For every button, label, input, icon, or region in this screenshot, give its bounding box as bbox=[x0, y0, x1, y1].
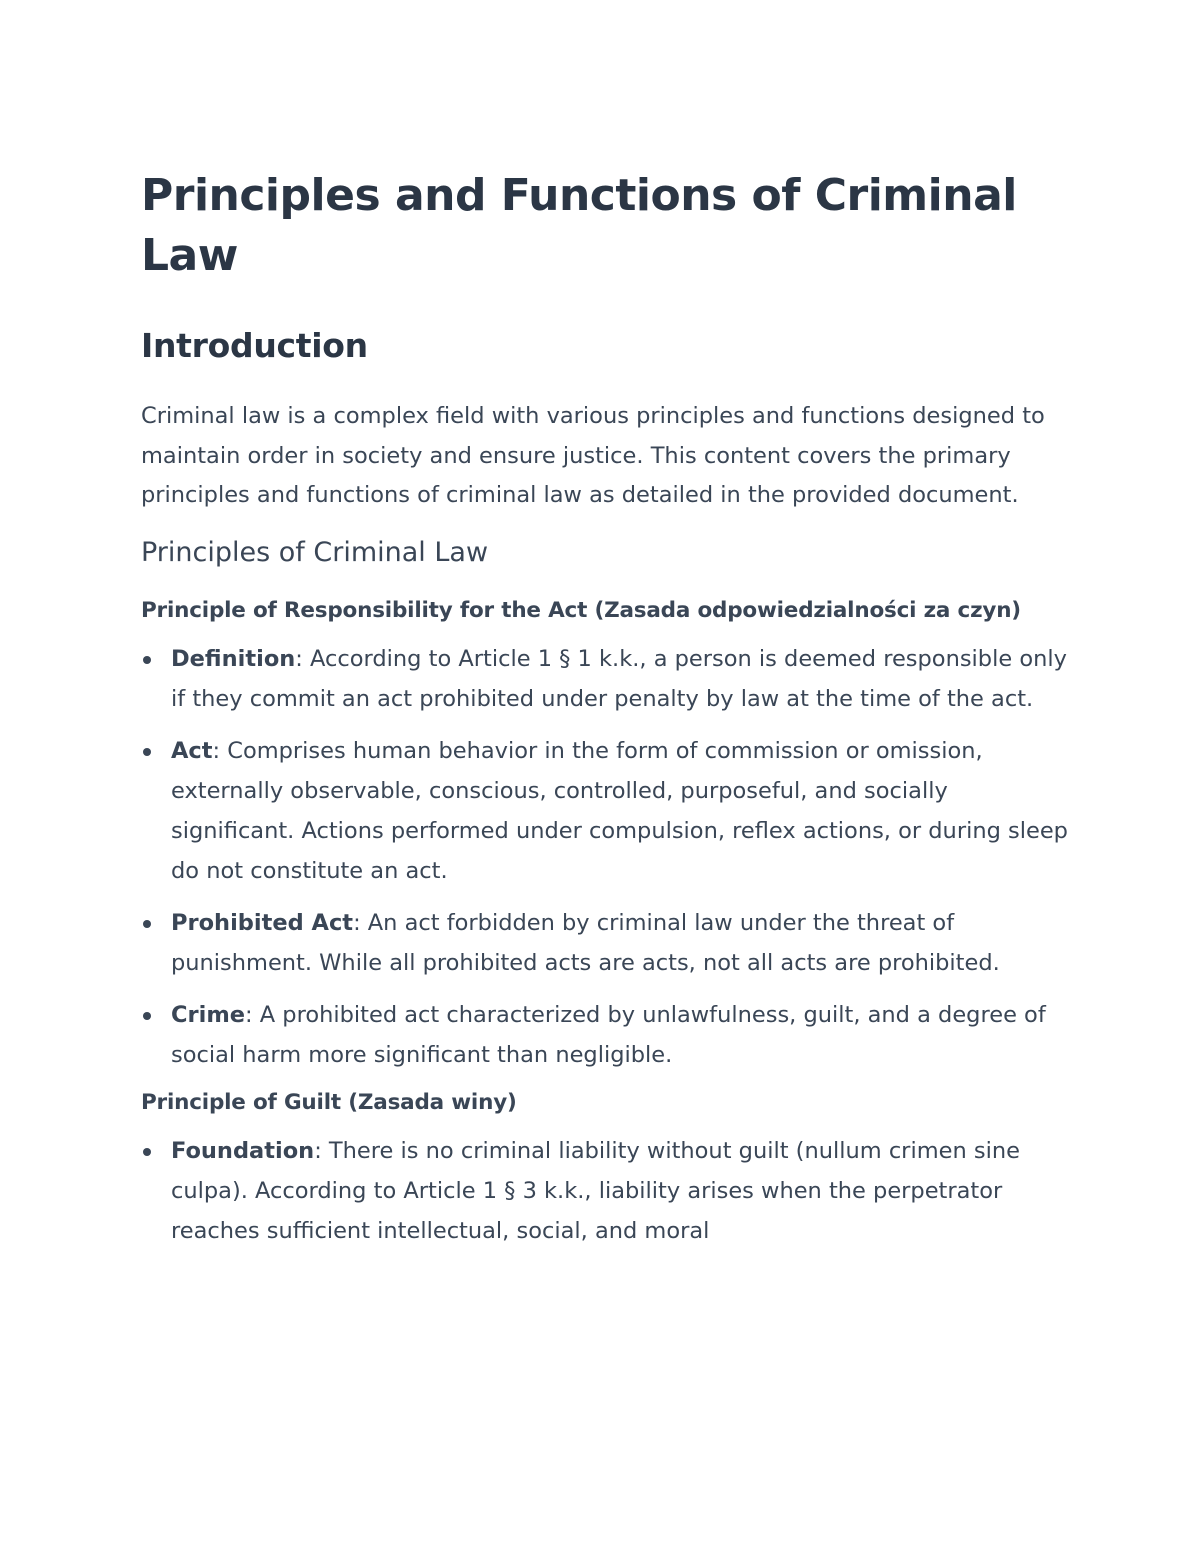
list-item-term: Foundation bbox=[171, 1137, 315, 1164]
list-item bbox=[141, 995, 1071, 1075]
list-item-term: Act bbox=[171, 737, 213, 764]
responsibility-principle-heading: Principle of Responsibility for the Act (Zasada odpowiedzialności za czyn) bbox=[141, 597, 1021, 623]
list-item bbox=[141, 1131, 1071, 1251]
document-page bbox=[141, 166, 1071, 1263]
list-item-text: : Comprises human behavior in the form of commission or omission, externally observable, conscious, controlled, purposeful, and socially significant. Actions performed under compulsion, reflex actions, or during sleep do not constitute an act. bbox=[171, 737, 1068, 884]
bullet-icon bbox=[143, 1148, 151, 1156]
list-item bbox=[141, 731, 1071, 891]
list-item-text: : There is no criminal liability without guilt (nullum crimen sine culpa). According to Article 1 § 3 k.k., liability arises when the perpetrator reaches sufficient intellectual, social, and moral bbox=[171, 1137, 1020, 1244]
bullet-icon bbox=[143, 748, 151, 756]
list-item-term: Crime bbox=[171, 1001, 246, 1028]
list-item-term: Definition bbox=[171, 645, 296, 672]
guilt-principle-heading: Principle of Guilt (Zasada winy) bbox=[141, 1089, 517, 1115]
document-title: Principles and Functions of Criminal Law bbox=[141, 170, 1017, 281]
introduction-paragraph: Criminal law is a complex field with various principles and functions designed to maintain order in society and ensure justice. This content covers the primary principles and functions of criminal law as detailed in the provided document. bbox=[141, 403, 1045, 508]
bullet-icon bbox=[143, 920, 151, 928]
introduction-heading: Introduction bbox=[141, 326, 368, 365]
list-item bbox=[141, 639, 1071, 719]
list-item-text: : According to Article 1 § 1 k.k., a person is deemed responsible only if they commit an act prohibited under penalty by law at the time of the act. bbox=[171, 645, 1067, 712]
responsibility-principle-list bbox=[141, 639, 1071, 1075]
bullet-icon bbox=[143, 656, 151, 664]
bullet-icon bbox=[143, 1012, 151, 1020]
list-item-term: Prohibited Act bbox=[171, 909, 354, 936]
list-item bbox=[141, 903, 1071, 983]
guilt-principle-list bbox=[141, 1131, 1071, 1251]
list-item-text: : An act forbidden by criminal law under the threat of punishment. While all prohibited acts are acts, not all acts are prohibited. bbox=[171, 909, 1000, 976]
list-item-text: : A prohibited act characterized by unlawfulness, guilt, and a degree of social harm more significant than negligible. bbox=[171, 1001, 1046, 1068]
principles-heading: Principles of Criminal Law bbox=[141, 536, 489, 568]
